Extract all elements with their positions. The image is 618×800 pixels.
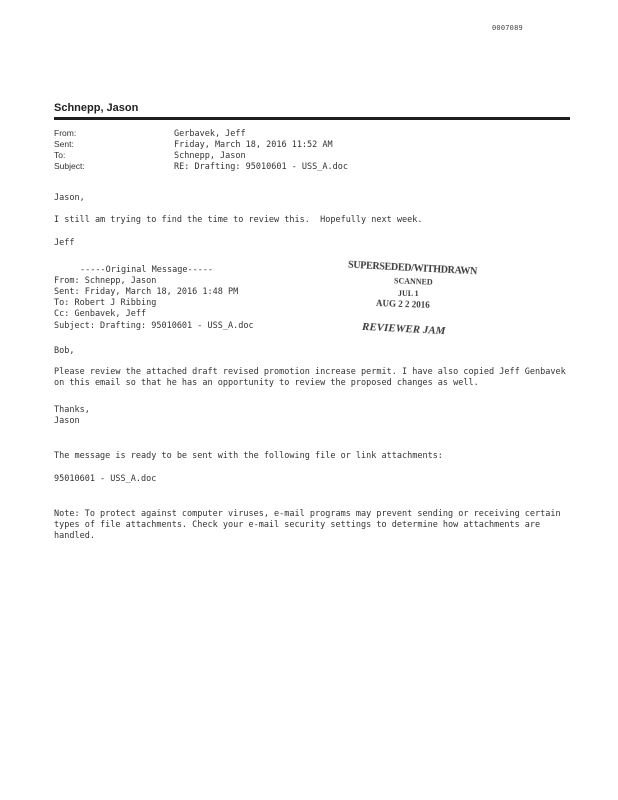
attachment-filename: 95010601 - USS_A.doc xyxy=(54,474,157,484)
from-label: From: xyxy=(54,128,77,138)
subject-label: Subject: xyxy=(54,161,85,171)
sent-value: Friday, March 18, 2016 11:52 AM xyxy=(174,140,333,150)
to-label: To: xyxy=(54,150,66,160)
subject-value: RE: Drafting: 95010601 - USS_A.doc xyxy=(174,162,348,172)
reply-body: I still am trying to find the time to review this. Hopefully next week. xyxy=(54,215,423,225)
received-stamp xyxy=(346,259,496,347)
mailbox-owner-name: Schnepp, Jason xyxy=(54,102,139,114)
stamp-line-1: SUPERSEDED/WITHDRAWN xyxy=(347,259,478,278)
original-subject: Subject: Drafting: 95010601 - USS_A.doc xyxy=(54,321,254,331)
sent-label: Sent: xyxy=(54,139,74,149)
original-closing-name: Jason xyxy=(54,416,80,426)
header-rule xyxy=(54,117,570,120)
original-separator: -----Original Message----- xyxy=(80,265,214,275)
from-value: Gerbavek, Jeff xyxy=(174,129,246,139)
original-greeting: Bob, xyxy=(54,346,75,356)
reply-signature: Jeff xyxy=(54,238,75,248)
original-closing: Thanks, xyxy=(54,405,90,415)
bates-number: 0007089 xyxy=(492,24,523,32)
stamp-line-4: AUG 2 2 2016 xyxy=(375,298,430,310)
original-cc: Cc: Genbavek, Jeff xyxy=(54,309,147,319)
original-from: From: Schnepp, Jason xyxy=(54,276,157,286)
reply-greeting: Jason, xyxy=(54,193,85,203)
attachment-note: Note: To protect against computer viruses, e-mail programs may prevent sending or receiving certain types of file attachments. Check your e-mail security settings to determine how attachments are handled. xyxy=(54,509,561,541)
to-value: Schnepp, Jason xyxy=(174,151,246,161)
attachment-ready-line: The message is ready to be sent with the following file or link attachments: xyxy=(54,451,443,461)
original-paragraph: Please review the attached draft revised promotion increase permit. I have also copied Jeff Genbavek on this email so that he has an opportunity to review the proposed changes as well. xyxy=(54,367,566,388)
subject-row xyxy=(54,161,348,173)
original-to: To: Robert J Ribbing xyxy=(54,298,157,308)
stamp-line-3: JUL 1 xyxy=(398,289,419,298)
stamp-line-5: REVIEWER JAM xyxy=(361,320,446,338)
stamp-line-2: SCANNED xyxy=(393,276,433,287)
original-sent: Sent: Friday, March 18, 2016 1:48 PM xyxy=(54,287,239,297)
